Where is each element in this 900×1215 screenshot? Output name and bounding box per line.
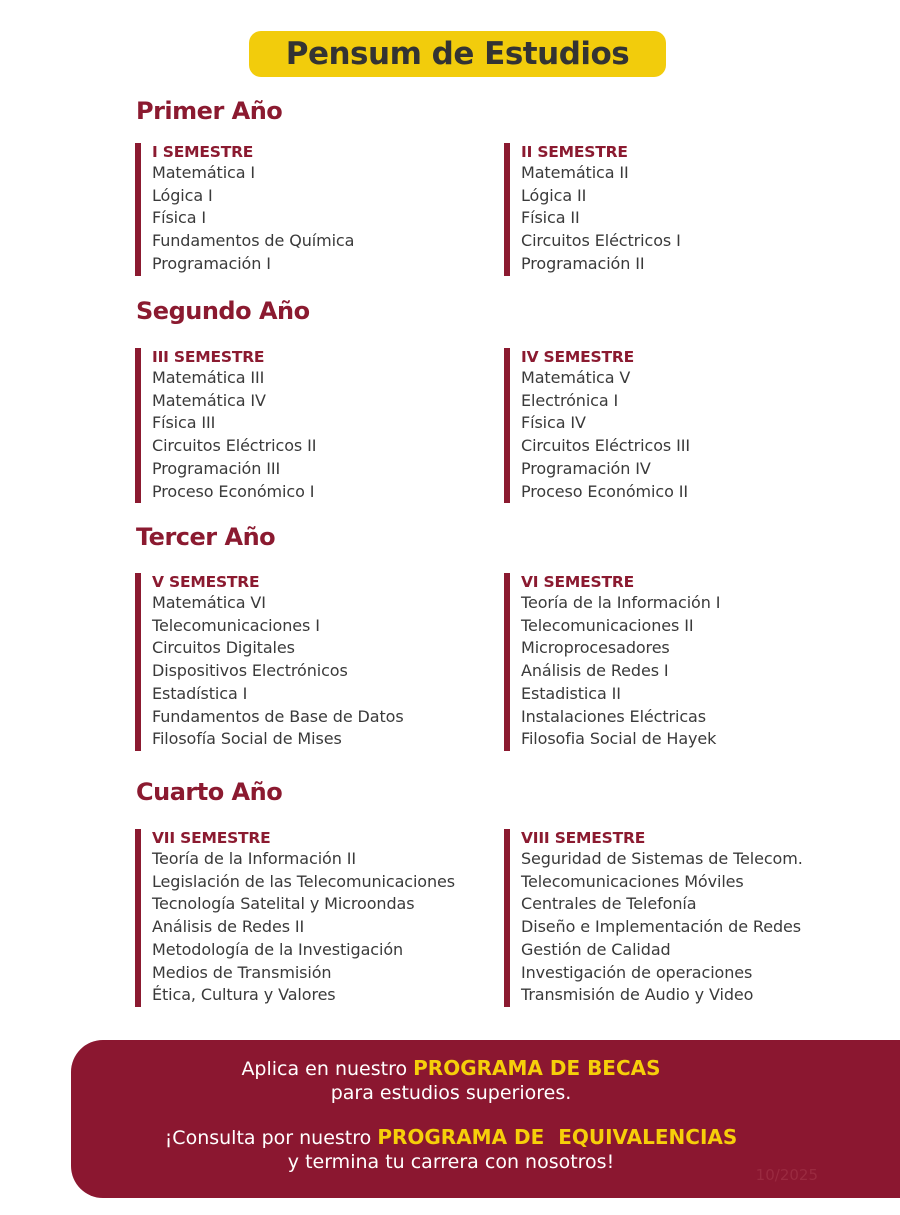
equivalencias-highlight: PROGRAMA DE EQUIVALENCIAS [377,1125,738,1149]
year-title-1: Primer Año [136,97,283,125]
subject-item: Filosofia Social de Hayek [521,729,717,749]
year-title-4: Cuarto Año [136,778,283,806]
semester-2 [504,143,681,276]
year-title-2: Segundo Año [136,297,310,325]
subject-item: Física I [152,208,207,228]
subject-item: Metodología de la Investigación [152,939,404,959]
subject-item: Análisis de Redes II [152,917,305,937]
subject-item: Teoría de la Información I [521,593,721,612]
subject-item: Proceso Económico II [521,481,689,501]
subject-item: Circuitos Eléctricos III [521,436,690,456]
banner-line-becas [71,1056,831,1080]
subject-item: Circuitos Eléctricos II [152,436,317,456]
subject-item: Matemática III [152,368,265,387]
subject-item: Circuitos Digitales [152,638,295,658]
subject-item: Programación IV [521,458,651,478]
subject-item: Seguridad de Sistemas de Telecom. [521,849,803,868]
subject-item: Lógica I [152,185,213,205]
subject-item: Diseño e Implementación de Redes [521,917,802,937]
semester-title: VI SEMESTRE [521,573,634,591]
semester-title: VII SEMESTRE [152,829,271,847]
subject-item: Legislación de las Telecomunicaciones [152,871,456,891]
subject-item: Telecomunicaciones I [152,615,320,635]
subject-item: Estadística I [152,683,248,703]
subject-item: Centrales de Telefonía [521,894,697,914]
subject-item: Ética, Cultura y Valores [152,985,336,1005]
subject-item: Telecomunicaciones Móviles [521,871,744,891]
subject-item: Matemática V [521,368,631,387]
subject-item: Programación III [152,458,281,478]
banner-line-equivalencias [71,1125,831,1149]
semester-7 [135,829,455,1007]
subject-item: Fundamentos de Química [152,231,355,251]
subject-item: Programación I [152,253,271,273]
subject-item: Electrónica I [521,390,619,410]
subject-item: Matemática IV [152,390,266,410]
semester-title: V SEMESTRE [152,573,260,591]
subject-item: Análisis de Redes I [521,661,669,681]
subject-item: Fundamentos de Base de Datos [152,706,404,726]
semester-3 [135,348,316,503]
banner-text: ¡Consulta por nuestro [164,1127,378,1149]
subject-item: Física IV [521,413,586,433]
semester-title: III SEMESTRE [152,348,265,366]
subject-item: Física III [152,413,216,433]
subject-item: Instalaciones Eléctricas [521,706,706,726]
promo-banner [71,1040,900,1198]
subject-item: Filosofía Social de Mises [152,729,342,749]
semester-title: IV SEMESTRE [521,348,634,366]
semester-5 [135,573,404,751]
banner-text: Aplica en nuestro [241,1058,414,1080]
semester-title: I SEMESTRE [152,143,254,161]
semester-6 [504,573,720,751]
subject-item: Física II [521,208,580,228]
banner-line-estudios: para estudios superiores. [330,1082,572,1104]
semester-8 [504,829,803,1007]
subject-item: Gestión de Calidad [521,939,671,959]
banner-line-carrera: y termina tu carrera con nosotros! [287,1151,615,1173]
subject-item: Telecomunicaciones II [521,615,694,635]
page-title: Pensum de Estudios [285,36,630,72]
semester-1 [135,143,354,276]
semester-title: VIII SEMESTRE [521,829,646,847]
semester-title: II SEMESTRE [521,143,628,161]
subject-item: Medios de Transmisión [152,962,332,982]
subject-item: Dispositivos Electrónicos [152,661,348,681]
year-title-3: Tercer Año [136,523,276,551]
page-title-pill [249,31,666,77]
subject-item: Estadistica II [521,683,621,703]
subject-item: Matemática I [152,163,256,182]
date-stamp: 10/2025 [755,1166,818,1184]
subject-item: Lógica II [521,185,587,205]
subject-item: Microprocesadores [521,638,670,658]
subject-item: Proceso Económico I [152,481,315,501]
subject-item: Tecnología Satelital y Microondas [152,894,415,914]
becas-highlight: PROGRAMA DE BECAS [413,1056,661,1080]
semester-4 [504,348,690,503]
subject-item: Investigación de operaciones [521,962,753,982]
subject-item: Transmisión de Audio y Video [521,985,754,1005]
subject-item: Matemática II [521,163,629,182]
subject-item: Programación II [521,253,645,273]
subject-item: Circuitos Eléctricos I [521,231,681,251]
subject-item: Teoría de la Información II [152,849,356,868]
subject-item: Matemática VI [152,593,266,612]
